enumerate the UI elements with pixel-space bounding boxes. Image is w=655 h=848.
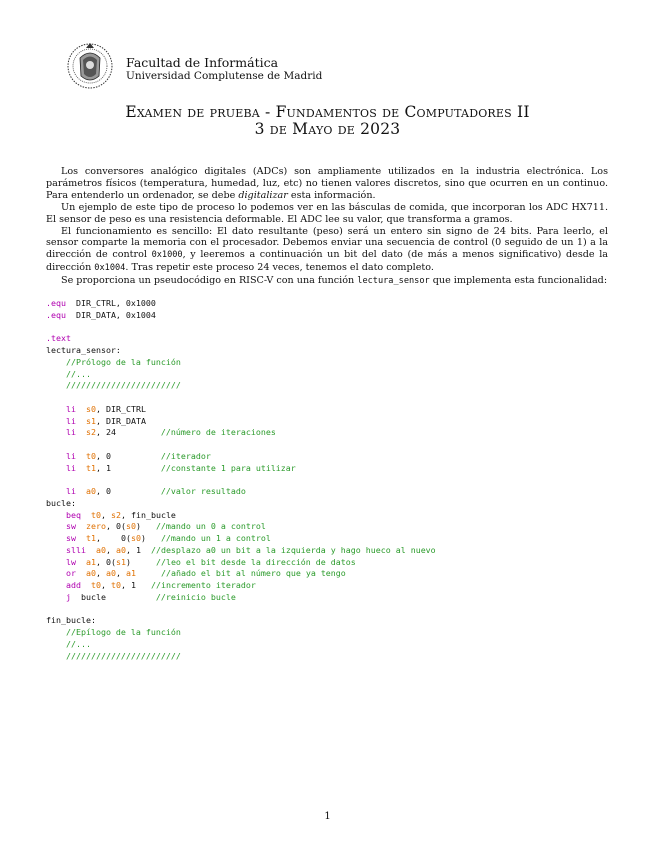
exam-title <box>0 104 655 138</box>
code-token: s1 <box>115 556 126 567</box>
code-token: //mando un 1 a control <box>160 533 271 543</box>
code-token: //iterador <box>160 450 211 461</box>
code-token <box>76 451 86 461</box>
university-seal-logo <box>66 40 114 92</box>
code-token <box>81 510 91 520</box>
code-line <box>46 298 436 310</box>
code-token <box>46 427 66 437</box>
code-token: .equ <box>46 309 66 320</box>
code-token: //valor resultado <box>160 486 246 496</box>
code-token: , 1 <box>95 462 161 473</box>
text-span: que implementa esta funcionalidad: <box>429 275 608 287</box>
code-token: sw <box>65 521 76 532</box>
code-line <box>46 592 436 604</box>
code-token: li <box>65 415 76 426</box>
code-line <box>46 568 436 580</box>
code-token <box>46 380 66 390</box>
paragraph-operation <box>46 226 608 276</box>
code-token <box>76 416 86 426</box>
code-token <box>76 533 86 543</box>
code-token: a1 <box>125 568 136 579</box>
code-token: , 0 <box>95 450 161 461</box>
code-token: ) <box>135 521 156 532</box>
code-token: li <box>65 403 76 414</box>
code-token: //... <box>65 368 91 379</box>
code-token: li <box>65 427 76 438</box>
code-token: , 0( <box>95 556 116 567</box>
code-line <box>46 369 436 381</box>
code-token: //reinicio bucle <box>155 591 236 602</box>
code-token: //... <box>65 638 91 649</box>
code-token: , <box>105 544 116 555</box>
code-token: a0 <box>115 544 126 555</box>
code-token: li <box>65 462 76 473</box>
code-line <box>46 333 436 345</box>
code-token: a0 <box>95 544 106 555</box>
page-number: 1 <box>324 811 331 822</box>
code-token <box>76 404 86 414</box>
code-token: li <box>65 450 76 461</box>
code-token: , 1 <box>120 580 151 590</box>
code-token: t0 <box>110 580 121 590</box>
code-line <box>46 451 436 463</box>
code-line <box>46 639 436 651</box>
exam-title-line: Examen de prueba - Fundamentos de Computadores II <box>125 103 530 121</box>
code-token: s0 <box>85 403 96 414</box>
code-token: s0 <box>130 533 141 543</box>
code-token: //Epílogo de la función <box>65 627 181 637</box>
code-token: , <box>100 580 111 590</box>
code-token: DIR_CTRL, 0x1000 <box>65 298 156 308</box>
code-line <box>46 486 436 498</box>
function-name: lectura_sensor <box>357 276 430 287</box>
code-token <box>76 521 86 531</box>
code-token: ) <box>125 556 156 567</box>
code-token <box>76 568 86 578</box>
code-token: /////////////////////// <box>65 380 181 391</box>
code-token: /////////////////////// <box>65 650 181 661</box>
code-token: t0 <box>90 580 101 590</box>
code-token: a0 <box>105 568 116 579</box>
code-token: , 0 <box>95 486 161 496</box>
code-token: , <box>100 509 111 520</box>
code-token <box>46 592 66 602</box>
code-line <box>46 521 436 533</box>
code-line <box>46 404 436 416</box>
code-line <box>46 545 436 557</box>
code-token: , 24 <box>95 427 161 438</box>
riscv-code-listing <box>46 298 436 662</box>
code-line <box>46 439 436 451</box>
code-token: //número de iteraciones <box>160 427 276 438</box>
code-token <box>46 451 66 461</box>
code-token <box>76 557 86 567</box>
text-span: Los conversores analógico digitales (ADCs) son ampliamente utilizados en la industria electrónica. Los parámetros físicos (temperatura, humedad, luz, etc) no tienen valores discretos, sino que ocurren en un continuo. Para entenderlo un ordenador, se debe <box>46 166 608 201</box>
paragraph-pseudocode <box>46 275 608 288</box>
code-token: //desplazo a0 un bit a la izquierda y hago hueco al nuevo <box>150 544 436 555</box>
code-token <box>46 568 66 578</box>
code-token: a1 <box>85 556 96 567</box>
code-token <box>46 627 66 637</box>
university-name: Universidad Complutense de Madrid <box>126 70 323 82</box>
code-line <box>46 510 436 522</box>
code-token: DIR_DATA, 0x1004 <box>65 309 156 320</box>
code-line <box>46 580 436 592</box>
code-token: a0 <box>85 568 96 579</box>
code-token <box>46 651 66 661</box>
code-token: s0 <box>125 521 136 532</box>
code-token: bucle: <box>46 497 76 508</box>
code-token: t0 <box>90 509 101 520</box>
code-token: t0 <box>85 450 96 461</box>
code-token <box>46 404 66 414</box>
code-token: , <box>95 568 106 579</box>
code-token <box>46 463 66 473</box>
exam-date: 3 de Mayo de 2023 <box>254 120 401 138</box>
text-span: Se proporciona un pseudocódigo en RISC-V con una función <box>61 275 358 287</box>
code-token: s2 <box>110 509 121 520</box>
code-token: s1 <box>85 415 96 426</box>
code-token: , fin_bucle <box>120 509 176 520</box>
text-span: El funcionamiento es sencillo: El dato resultante (peso) será un entero sin signo de 24 bits. Para leerlo, el sensor comparte la memoria con el procesador. Debemos enviar una secuencia de control (0 seguido de un 1) a la dirección de control <box>46 225 608 261</box>
code-token <box>136 568 161 578</box>
code-line <box>46 357 436 369</box>
code-token <box>46 416 66 426</box>
code-token: //mando un 0 a control <box>155 521 266 532</box>
code-token: s2 <box>85 427 96 438</box>
code-token: .equ <box>46 298 66 308</box>
code-token <box>86 545 96 555</box>
code-token: , 1 <box>125 544 151 555</box>
paragraph-example: Un ejemplo de este tipo de proceso lo podemos ver en las básculas de comida, que incorporan los ADC HX711. El sensor de peso es una resistencia deformable. El ADC lee su valor, que transforma a gramos. <box>46 201 608 225</box>
code-token: t1 <box>85 462 96 473</box>
code-token <box>81 580 91 590</box>
control-address: 0x1000 <box>151 250 183 261</box>
emphasis-text: digitalizar <box>238 189 288 201</box>
code-line <box>46 463 436 475</box>
code-token: , DIR_CTRL <box>95 403 146 414</box>
code-token: , 0( <box>95 533 131 543</box>
code-token: , 0( <box>105 521 126 532</box>
code-token: or <box>65 568 76 579</box>
code-token: a0 <box>85 486 96 496</box>
code-line <box>46 557 436 569</box>
paragraph-intro <box>46 166 608 202</box>
code-line <box>46 615 436 627</box>
code-line <box>46 345 436 357</box>
code-token: fin_bucle: <box>46 615 96 626</box>
code-token <box>46 580 66 590</box>
code-line <box>46 310 436 322</box>
code-token: , DIR_DATA <box>95 415 146 426</box>
exam-statement <box>46 166 608 288</box>
code-line <box>46 627 436 639</box>
code-line <box>46 427 436 439</box>
code-line <box>46 392 436 404</box>
code-token: lw <box>65 556 76 567</box>
code-token: slli <box>65 544 86 555</box>
code-token <box>46 639 66 649</box>
code-token: ) <box>140 533 161 543</box>
code-token <box>46 533 66 543</box>
code-token: //constante 1 para utilizar <box>160 462 296 473</box>
code-token <box>76 427 86 437</box>
code-token: //incremento iterador <box>150 580 256 590</box>
code-line <box>46 416 436 428</box>
code-token <box>46 486 66 496</box>
code-token <box>46 369 66 379</box>
code-token <box>76 486 86 496</box>
data-address: 0x1004 <box>94 263 126 274</box>
code-token <box>46 521 66 531</box>
code-token <box>46 545 66 555</box>
code-token: sw <box>65 533 76 543</box>
code-token: add <box>65 580 81 590</box>
code-token <box>46 357 66 367</box>
code-line <box>46 498 436 510</box>
institution-header <box>126 56 322 83</box>
code-line <box>46 474 436 486</box>
code-token: //añado el bit al número que ya tengo <box>160 568 346 579</box>
code-token <box>76 463 86 473</box>
code-line <box>46 380 436 392</box>
code-token: lectura_sensor: <box>46 345 121 355</box>
code-token: j <box>65 591 71 602</box>
code-token: .text <box>46 333 71 344</box>
code-token: li <box>65 486 76 496</box>
code-token: beq <box>65 509 81 520</box>
code-token: t1 <box>85 533 96 543</box>
code-line <box>46 651 436 663</box>
text-span: esta información. <box>287 189 376 201</box>
text-span: . Tras repetir este proceso 24 veces, tenemos el dato completo. <box>125 262 434 274</box>
faculty-name: Facultad de Informática <box>126 55 279 70</box>
code-token <box>46 510 66 520</box>
code-token: bucle <box>70 591 156 602</box>
code-line <box>46 533 436 545</box>
text-span: , y leeremos a continuación un bit del dato (de más a menos significativo) desde la dirección <box>46 249 608 274</box>
code-line <box>46 604 436 616</box>
code-token: //Prólogo de la función <box>65 356 181 367</box>
code-token: , <box>115 568 126 579</box>
code-line <box>46 322 436 334</box>
code-token: zero <box>85 521 106 532</box>
code-token <box>46 557 66 567</box>
code-token: //leo el bit desde la dirección de datos <box>155 556 356 567</box>
